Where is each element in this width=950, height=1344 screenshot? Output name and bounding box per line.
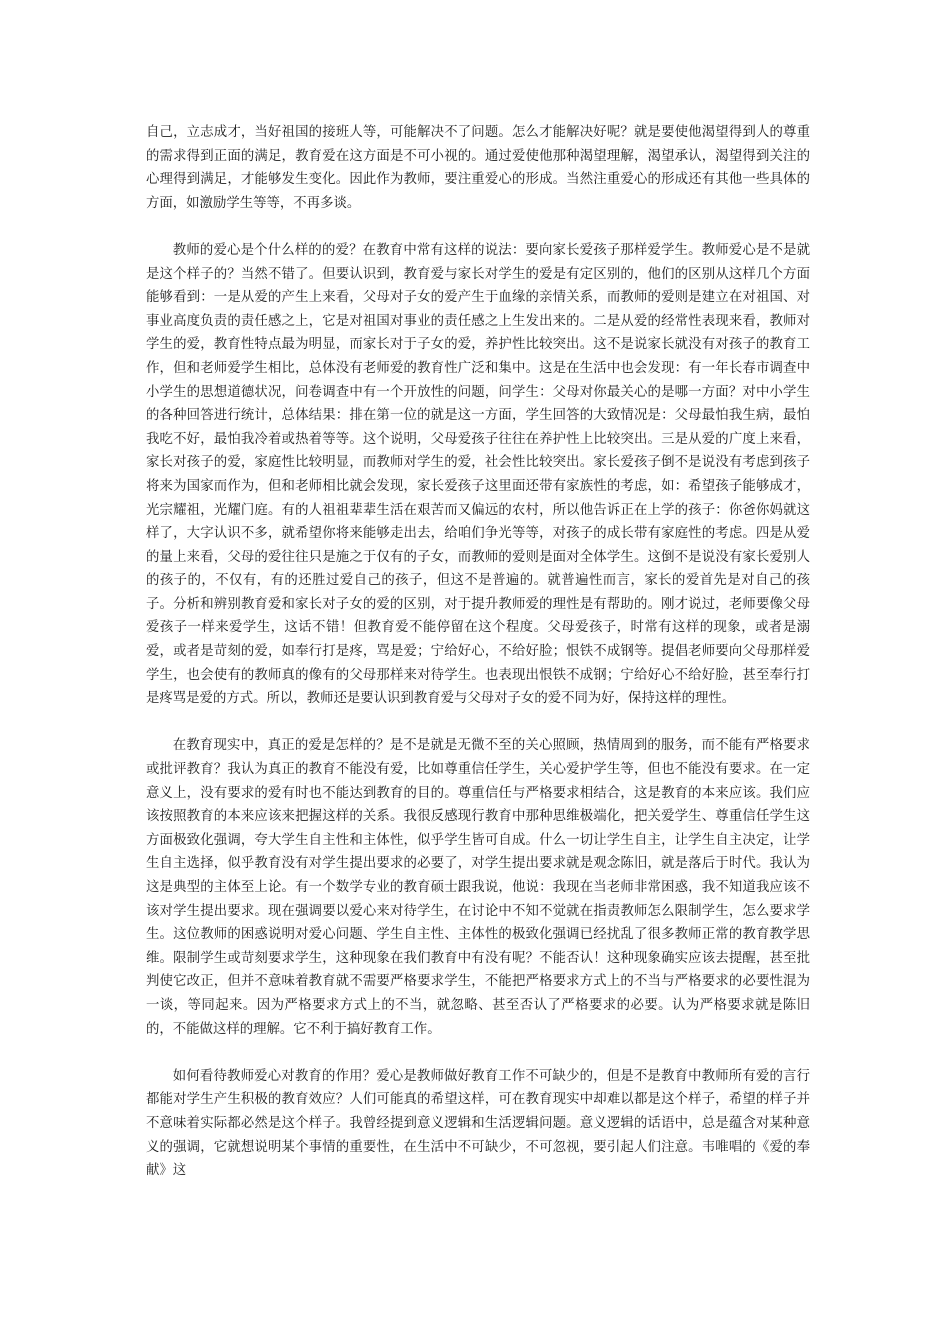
paragraph-4: 如何看待教师爱心对教育的作用？爱心是教师做好教育工作不可缺少的，但是不是教育中教师所有爱的言行都能对学生产生积极的教育效应？人们可能真的希望这样，可在教育现实中却难以都是这个样子，希望的样子并不意味着实际都必然是这个样子。我曾经提到意义逻辑和生活逻辑问题。意义逻辑的话语中，总是蕴含对某种意义的强调，它就想说明某个事情的重要性，在生活中不可缺少，不可忽视，要引起人们注意。韦唯唱的《爱的奉献》这 <box>146 1068 810 1179</box>
paragraph-1: 自己，立志成才，当好祖国的接班人等，可能解决不了问题。怎么才能解决好呢？就是要使他渴望得到人的尊重的需求得到正面的满足，教育爱在这方面是不可小视的。通过爱使他那种渴望理解，渴望承认，渴望得到关注的心理得到满足，才能够发生变化。因此作为教师，要注重爱心的形成。当然注重爱心的形成还有其他一些具体的方面，如激励学生等等，不再多谈。 <box>146 125 810 211</box>
paragraph-3: 在教育现实中，真正的爱是怎样的？是不是就是无微不至的关心照顾，热情周到的服务，而不能有严格要求或批评教育？我认为真正的教育不能没有爱，比如尊重信任学生，关心爱护学生等，但也不能没有要求。在一定意义上，没有要求的爱有时也不能达到教育的目的。尊重信任与严格要求相结合，这是教育的本来应该。我们应该按照教育的本来应该来把握这样的关系。我很反感现行教育中那种思维极端化，把关爱学生、尊重信任学生这方面极致化强调，夸大学生自主性和主体性，似乎学生皆可自成。什么一切让学生自主，让学生自主决定，让学生自主选择，似乎教育没有对学生提出要求的必要了，对学生提出要求就是观念陈旧，就是落后于时代。我认为这是典型的主体至上论。有一个数学专业的教育硕士跟我说，他说：我现在当老师非常困惑，我不知道我应该不该对学生提出要求。现在强调要以爱心来对待学生，在讨论中不知不觉就在指责教师怎么限制学生，怎么要求学生。这位教师的困惑说明对爱心问题、学生自主性、主体性的极致化强调已经扰乱了很多教师正常的教育教学思维。限制学生或苛刻要求学生，这种现象在我们教育中有没有呢？不能否认！这种现象确实应该去提醒，甚至批判使它改正，但并不意味着教育就不需要严格要求学生，不能把严格要求方式上的不当与严格要求的必要性混为一谈，等同起来。因为严格要求方式上的不当，就忽略、甚至否认了严格要求的必要。认为严格要求就是陈旧的，不能做这样的理解。它不利于搞好教育工作。 <box>146 738 810 1037</box>
document-page <box>146 121 810 1206</box>
paragraph-2: 教师的爱心是个什么样的的爱？在教育中常有这样的说法：要向家长爱孩子那样爱学生。教师爱心是不是就是这个样子的？当然不错了。但要认识到，教育爱与家长对学生的爱是有定区别的，他们的区别从这样几个方面能够看到：一是从爱的产生上来看，父母对子女的爱产生于血缘的亲情关系，而教师的爱则是建立在对祖国、对事业高度负责的责任感之上，它是对祖国对事业的责任感之上生发出来的。二是从爱的经常性表现来看，教师对学生的爱，教育性特点最为明显，而家长对于子女的爱，养护性比较突出。这不是说家长就没有对孩子的教育工作，但和老师爱学生相比，总体没有老师爱的教育性广泛和集中。这是在生活中也会发现：有一年长春市调查中小学生的思想道德状况，问卷调查中有一个开放性的问题，问学生：父母对你最关心的是哪一方面？对中小学生的各种回答进行统计，总体结果：排在第一位的就是这一方面，学生回答的大致情况是：父母最怕我生病，最怕我吃不好，最怕我冷着或热着等等。这个说明，父母爱孩子往往在养护性上比较突出。三是从爱的广度上来看，家长对孩子的爱，家庭性比较明显，而教师对学生的爱，社会性比较突出。家长爱孩子倒不是说没有考虑到孩子将来为国家而作为，但和老师相比就会发现，家长爱孩子这里面还带有家族性的考虑，如：希望孩子能够成才，光宗耀祖，光耀门庭。有的人祖祖辈辈生活在艰苦而又偏远的农村，所以他告诉正在上学的孩子：你爸你妈就这样了，大字认识不多，就希望你将来能够走出去，给咱们争光等等，对孩子的成长带有家庭性的考虑。四是从爱的量上来看，父母的爱往往只是施之于仅有的子女，而教师的爱则是面对全体学生。这倒不是说没有家长爱别人的孩子的，不仅有，有的还胜过爱自己的孩子，但这不是普遍的。就普遍性而言，家长的爱首先是对自己的孩子。分析和辨别教育爱和家长对子女的爱的区别，对于提升教师爱的理性是有帮助的。刚才说过，老师要像父母爱孩子一样来爱学生，这话不错！但教育爱不能停留在这个程度。父母爱孩子，时常有这样的现象，或者是溺爱，或者是苛刻的爱，如奉行打是疼，骂是爱；宁给好心，不给好脸；恨铁不成钢等。提倡老师要向父母那样爱学生，也会使有的教师真的像有的父母那样来对待学生。也表现出恨铁不成钢；宁给好心不给好脸，甚至奉行打是疼骂是爱的方式。所以，教师还是要认识到教育爱与父母对子女的爱不同为好，保持这样的理性。 <box>146 242 810 707</box>
